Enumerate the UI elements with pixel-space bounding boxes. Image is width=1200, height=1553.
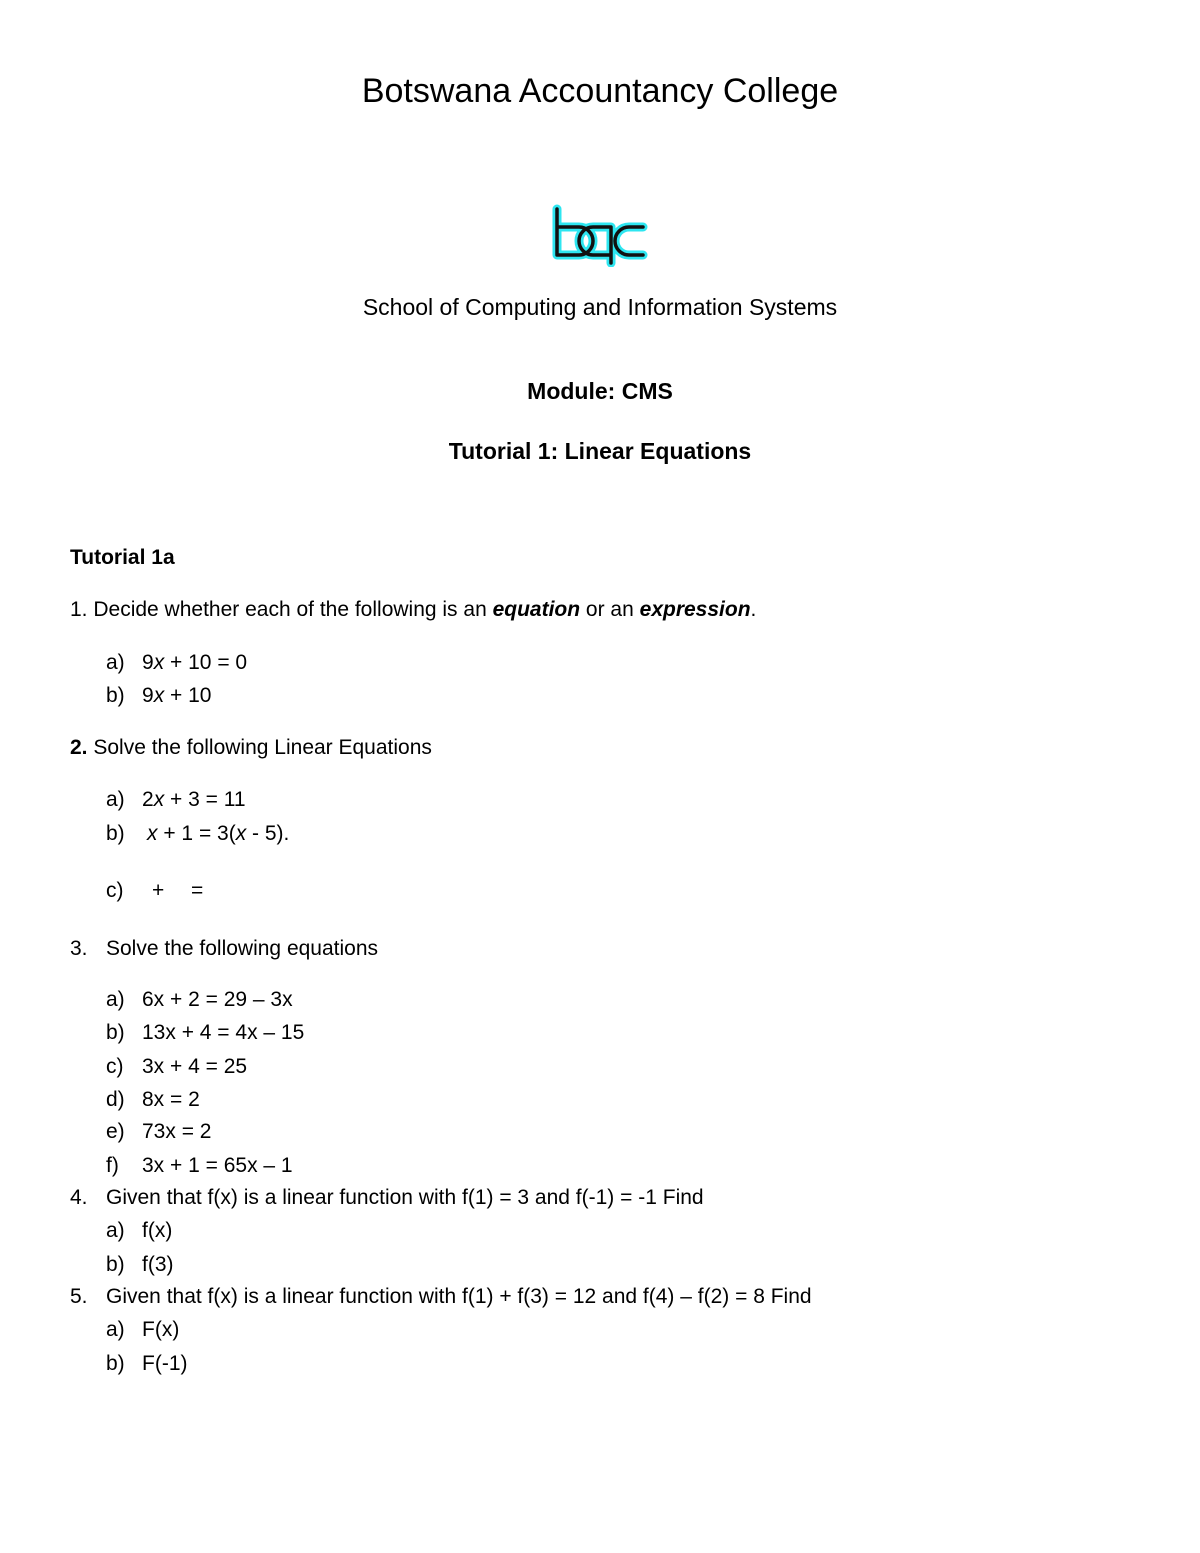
item-text: 9 [142,684,154,707]
question-text: Given that f(x) is a linear function with f(1) + f(3) = 12 and f(4) – f(2) = 8 Find [106,1285,812,1308]
item-text: f(x) [142,1219,173,1242]
item-text: 73x = 2 [142,1120,212,1143]
question-number: 4. [70,1186,88,1209]
question-text: . [750,598,757,621]
item-label: e) [106,1120,125,1143]
item-text: 9 [142,651,154,674]
item-label: c) [106,1055,124,1078]
item-text: + 10 [164,684,212,707]
item-text [147,822,289,846]
item-label: b) [106,1352,125,1375]
bac-logo-icon [549,203,651,267]
question-number: 2. [70,736,88,759]
item-text: 3x + 4 = 25 [142,1055,248,1078]
question-text: Solve the following Linear Equations [87,736,432,759]
item-label: a) [106,1318,125,1341]
item-text: + 10 = 0 [164,651,248,674]
question-text: Solve the following equations [106,937,379,960]
emphasis-expression: expression [639,598,751,621]
question-number: 1. [70,598,88,621]
item-label: d) [106,1088,125,1111]
question-text: Decide whether each of the following is an [87,598,493,621]
item-label: a) [106,651,125,674]
variable: x [153,788,165,811]
item-label: a) [106,788,125,811]
question-2 [70,736,432,760]
question-text: or an [580,598,640,621]
school-name: School of Computing and Information Systems [362,294,838,320]
page-title: Botswana Accountancy College [361,72,839,110]
emphasis-equation: equation [492,598,581,621]
variable: x [235,822,247,845]
tutorial-title: Tutorial 1: Linear Equations [448,438,752,464]
item-label: a) [106,988,125,1011]
item-text: F(-1) [142,1352,188,1375]
question-1 [70,598,756,622]
item-text: 6x + 2 = 29 – 3x [142,988,293,1011]
question-text: Given that f(x) is a linear function with f(1) = 3 and f(-1) = -1 Find [106,1186,704,1209]
equals-sign: = [191,879,204,902]
question-number: 3. [70,937,88,960]
item-text: 8x = 2 [142,1088,200,1111]
item-text [142,684,211,708]
item-label: b) [106,822,125,845]
item-text [142,788,246,812]
item-label: b) [106,684,125,707]
item-label: b) [106,1253,125,1276]
item-text: 13x + 4 = 4x – 15 [142,1021,305,1044]
module-title: Module: CMS [527,378,673,404]
item-text: F(x) [142,1318,180,1341]
question-number: 5. [70,1285,88,1308]
variable: x [153,684,165,707]
item-label: b) [106,1021,125,1044]
variable: x [147,822,158,845]
plus-sign: + [152,879,165,902]
item-text: + 3 = 11 [164,788,246,811]
bac-logo [549,203,651,267]
item-text: 3x + 1 = 65x – 1 [142,1154,293,1177]
item-text: - 5). [246,822,290,845]
item-label: a) [106,1219,125,1242]
item-text: f(3) [142,1253,174,1276]
item-label: f) [106,1154,119,1177]
section-heading: Tutorial 1a [70,546,175,569]
item-text [142,651,247,675]
item-text: 2 [142,788,154,811]
item-label: c) [106,879,124,902]
item-text: + 1 = 3( [157,822,236,845]
variable: x [153,651,165,674]
